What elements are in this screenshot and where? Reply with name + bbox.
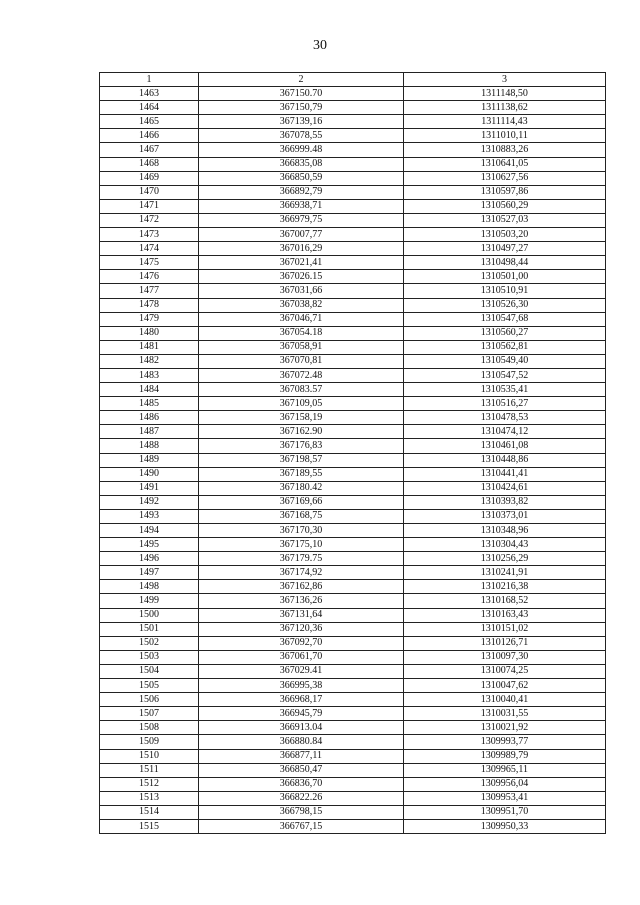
- point-number-cell: 1491: [100, 481, 199, 495]
- table-row: [100, 580, 606, 594]
- y-coordinate-cell: 1310498,44: [404, 256, 606, 270]
- x-coordinate-cell: 367170,30: [199, 524, 404, 538]
- point-number-cell: 1513: [100, 791, 199, 805]
- point-number-cell: 1484: [100, 383, 199, 397]
- y-coordinate-cell: 1309953,41: [404, 791, 606, 805]
- y-coordinate-cell: 1309950,33: [404, 819, 606, 833]
- y-coordinate-cell: 1310535,41: [404, 383, 606, 397]
- point-number-cell: 1480: [100, 326, 199, 340]
- table-row: [100, 721, 606, 735]
- x-coordinate-cell: 367120,36: [199, 622, 404, 636]
- point-number-cell: 1489: [100, 453, 199, 467]
- point-number-cell: 1464: [100, 101, 199, 115]
- column-header-2: 2: [199, 73, 404, 87]
- y-coordinate-cell: 1310474,12: [404, 425, 606, 439]
- x-coordinate-cell: 366913.04: [199, 721, 404, 735]
- table-row: [100, 453, 606, 467]
- x-coordinate-cell: 367061,70: [199, 650, 404, 664]
- table-row: [100, 228, 606, 242]
- x-coordinate-cell: 366999.48: [199, 143, 404, 157]
- point-number-cell: 1471: [100, 199, 199, 213]
- table-row: [100, 664, 606, 678]
- point-number-cell: 1512: [100, 777, 199, 791]
- table-row: [100, 594, 606, 608]
- table-row: [100, 425, 606, 439]
- x-coordinate-cell: 366798,15: [199, 805, 404, 819]
- table-row: [100, 397, 606, 411]
- table-row: [100, 185, 606, 199]
- table-row: [100, 115, 606, 129]
- point-number-cell: 1472: [100, 213, 199, 227]
- table-row: [100, 242, 606, 256]
- y-coordinate-cell: 1309989,79: [404, 749, 606, 763]
- x-coordinate-cell: 367054.18: [199, 326, 404, 340]
- point-number-cell: 1493: [100, 509, 199, 523]
- y-coordinate-cell: 1310503,20: [404, 228, 606, 242]
- y-coordinate-cell: 1310547,52: [404, 368, 606, 382]
- y-coordinate-cell: 1310526,30: [404, 298, 606, 312]
- y-coordinate-cell: 1310040,41: [404, 693, 606, 707]
- point-number-cell: 1473: [100, 228, 199, 242]
- table-row: [100, 312, 606, 326]
- y-coordinate-cell: 1310241,91: [404, 566, 606, 580]
- y-coordinate-cell: 1311138,62: [404, 101, 606, 115]
- point-number-cell: 1497: [100, 566, 199, 580]
- x-coordinate-cell: 367072.48: [199, 368, 404, 382]
- table-row: [100, 326, 606, 340]
- y-coordinate-cell: 1310461,08: [404, 439, 606, 453]
- y-coordinate-cell: 1310478,53: [404, 411, 606, 425]
- point-number-cell: 1506: [100, 693, 199, 707]
- x-coordinate-cell: 366767,15: [199, 819, 404, 833]
- point-number-cell: 1495: [100, 538, 199, 552]
- x-coordinate-cell: 367158,19: [199, 411, 404, 425]
- x-coordinate-cell: 367139,16: [199, 115, 404, 129]
- y-coordinate-cell: 1310527,03: [404, 213, 606, 227]
- table-row: [100, 101, 606, 115]
- table-row: [100, 354, 606, 368]
- point-number-cell: 1481: [100, 340, 199, 354]
- point-number-cell: 1478: [100, 298, 199, 312]
- table-row: [100, 383, 606, 397]
- table-row: [100, 622, 606, 636]
- y-coordinate-cell: 1311010,11: [404, 129, 606, 143]
- point-number-cell: 1485: [100, 397, 199, 411]
- table-row: [100, 566, 606, 580]
- y-coordinate-cell: 1310560,27: [404, 326, 606, 340]
- y-coordinate-cell: 1310424,61: [404, 481, 606, 495]
- y-coordinate-cell: 1310627,56: [404, 171, 606, 185]
- point-number-cell: 1465: [100, 115, 199, 129]
- table-row: [100, 411, 606, 425]
- x-coordinate-cell: 367169,66: [199, 495, 404, 509]
- point-number-cell: 1492: [100, 495, 199, 509]
- table-row: [100, 636, 606, 650]
- y-coordinate-cell: 1309956,04: [404, 777, 606, 791]
- y-coordinate-cell: 1310021,92: [404, 721, 606, 735]
- table-row: [100, 552, 606, 566]
- point-number-cell: 1499: [100, 594, 199, 608]
- y-coordinate-cell: 1309951,70: [404, 805, 606, 819]
- y-coordinate-cell: 1310549,40: [404, 354, 606, 368]
- y-coordinate-cell: 1310163,43: [404, 608, 606, 622]
- x-coordinate-cell: 366945,79: [199, 707, 404, 721]
- x-coordinate-cell: 367179.75: [199, 552, 404, 566]
- table-row: [100, 495, 606, 509]
- x-coordinate-cell: 366877,11: [199, 749, 404, 763]
- table-row: [100, 650, 606, 664]
- x-coordinate-cell: 366892,79: [199, 185, 404, 199]
- table-row: [100, 749, 606, 763]
- x-coordinate-cell: 366850,59: [199, 171, 404, 185]
- table-row: [100, 256, 606, 270]
- point-number-cell: 1488: [100, 439, 199, 453]
- table-row: [100, 467, 606, 481]
- y-coordinate-cell: 1310448,86: [404, 453, 606, 467]
- x-coordinate-cell: 367180.42: [199, 481, 404, 495]
- x-coordinate-cell: 367016,29: [199, 242, 404, 256]
- table-row: [100, 524, 606, 538]
- point-number-cell: 1469: [100, 171, 199, 185]
- x-coordinate-cell: 367175,10: [199, 538, 404, 552]
- table-row: [100, 439, 606, 453]
- table-row: [100, 270, 606, 284]
- y-coordinate-cell: 1310597,86: [404, 185, 606, 199]
- point-number-cell: 1463: [100, 87, 199, 101]
- y-coordinate-cell: 1309993,77: [404, 735, 606, 749]
- x-coordinate-cell: 367109,05: [199, 397, 404, 411]
- table-row: [100, 763, 606, 777]
- point-number-cell: 1487: [100, 425, 199, 439]
- point-number-cell: 1510: [100, 749, 199, 763]
- table-row: [100, 509, 606, 523]
- table-row: [100, 693, 606, 707]
- x-coordinate-cell: 366968,17: [199, 693, 404, 707]
- y-coordinate-cell: 1310393,82: [404, 495, 606, 509]
- table-row: [100, 129, 606, 143]
- y-coordinate-cell: 1310441,41: [404, 467, 606, 481]
- y-coordinate-cell: 1310348,96: [404, 524, 606, 538]
- x-coordinate-cell: 367092,70: [199, 636, 404, 650]
- table-row: [100, 143, 606, 157]
- x-coordinate-cell: 367189,55: [199, 467, 404, 481]
- table-row: [100, 735, 606, 749]
- x-coordinate-cell: 366979,75: [199, 213, 404, 227]
- x-coordinate-cell: 366880.84: [199, 735, 404, 749]
- x-coordinate-cell: 367007,77: [199, 228, 404, 242]
- point-number-cell: 1508: [100, 721, 199, 735]
- point-number-cell: 1477: [100, 284, 199, 298]
- point-number-cell: 1505: [100, 679, 199, 693]
- x-coordinate-cell: 367131,64: [199, 608, 404, 622]
- table-row: [100, 777, 606, 791]
- y-coordinate-cell: 1310126,71: [404, 636, 606, 650]
- x-coordinate-cell: 367029.41: [199, 664, 404, 678]
- point-number-cell: 1509: [100, 735, 199, 749]
- table-row: [100, 481, 606, 495]
- point-number-cell: 1503: [100, 650, 199, 664]
- table-row: [100, 819, 606, 833]
- x-coordinate-cell: 367168,75: [199, 509, 404, 523]
- point-number-cell: 1470: [100, 185, 199, 199]
- table-row: [100, 791, 606, 805]
- point-number-cell: 1468: [100, 157, 199, 171]
- page-number: 30: [313, 38, 327, 53]
- x-coordinate-cell: 367070,81: [199, 354, 404, 368]
- y-coordinate-cell: 1310547,68: [404, 312, 606, 326]
- table-row: [100, 538, 606, 552]
- point-number-cell: 1507: [100, 707, 199, 721]
- y-coordinate-cell: 1310516,27: [404, 397, 606, 411]
- x-coordinate-cell: 367150,79: [199, 101, 404, 115]
- y-coordinate-cell: 1310031,55: [404, 707, 606, 721]
- x-coordinate-cell: 367136,26: [199, 594, 404, 608]
- x-coordinate-cell: 367058,91: [199, 340, 404, 354]
- point-number-cell: 1498: [100, 580, 199, 594]
- x-coordinate-cell: 366850,47: [199, 763, 404, 777]
- point-number-cell: 1502: [100, 636, 199, 650]
- table-row: [100, 340, 606, 354]
- point-number-cell: 1475: [100, 256, 199, 270]
- y-coordinate-cell: 1310256,29: [404, 552, 606, 566]
- x-coordinate-cell: 367038,82: [199, 298, 404, 312]
- point-number-cell: 1501: [100, 622, 199, 636]
- table-row: [100, 707, 606, 721]
- point-number-cell: 1500: [100, 608, 199, 622]
- x-coordinate-cell: 366995,38: [199, 679, 404, 693]
- x-coordinate-cell: 367162.90: [199, 425, 404, 439]
- y-coordinate-cell: 1309965,11: [404, 763, 606, 777]
- x-coordinate-cell: 367078,55: [199, 129, 404, 143]
- point-number-cell: 1486: [100, 411, 199, 425]
- y-coordinate-cell: 1310501,00: [404, 270, 606, 284]
- column-header-1: 1: [100, 73, 199, 87]
- x-coordinate-cell: 366836,70: [199, 777, 404, 791]
- y-coordinate-cell: 1310373,01: [404, 509, 606, 523]
- y-coordinate-cell: 1311148,50: [404, 87, 606, 101]
- x-coordinate-cell: 366822.26: [199, 791, 404, 805]
- x-coordinate-cell: 367176,83: [199, 439, 404, 453]
- point-number-cell: 1467: [100, 143, 199, 157]
- table-row: [100, 157, 606, 171]
- y-coordinate-cell: 1310883,26: [404, 143, 606, 157]
- y-coordinate-cell: 1310216,38: [404, 580, 606, 594]
- table-header-row: [100, 73, 606, 87]
- table-row: [100, 679, 606, 693]
- point-number-cell: 1515: [100, 819, 199, 833]
- point-number-cell: 1474: [100, 242, 199, 256]
- y-coordinate-cell: 1310047,62: [404, 679, 606, 693]
- y-coordinate-cell: 1310168,52: [404, 594, 606, 608]
- point-number-cell: 1479: [100, 312, 199, 326]
- y-coordinate-cell: 1310097,30: [404, 650, 606, 664]
- point-number-cell: 1514: [100, 805, 199, 819]
- x-coordinate-cell: 366835,08: [199, 157, 404, 171]
- table-row: [100, 87, 606, 101]
- x-coordinate-cell: 367150.70: [199, 87, 404, 101]
- point-number-cell: 1494: [100, 524, 199, 538]
- y-coordinate-cell: 1310074,25: [404, 664, 606, 678]
- point-number-cell: 1483: [100, 368, 199, 382]
- table-row: [100, 199, 606, 213]
- y-coordinate-cell: 1310497,27: [404, 242, 606, 256]
- y-coordinate-cell: 1310510,91: [404, 284, 606, 298]
- table-row: [100, 171, 606, 185]
- table-row: [100, 284, 606, 298]
- table-row: [100, 298, 606, 312]
- table-row: [100, 213, 606, 227]
- y-coordinate-cell: 1310641,05: [404, 157, 606, 171]
- y-coordinate-cell: 1311114,43: [404, 115, 606, 129]
- x-coordinate-cell: 367198,57: [199, 453, 404, 467]
- y-coordinate-cell: 1310151,02: [404, 622, 606, 636]
- point-number-cell: 1482: [100, 354, 199, 368]
- column-header-3: 3: [404, 73, 606, 87]
- point-number-cell: 1504: [100, 664, 199, 678]
- x-coordinate-cell: 367026.15: [199, 270, 404, 284]
- point-number-cell: 1496: [100, 552, 199, 566]
- x-coordinate-cell: 367046,71: [199, 312, 404, 326]
- coordinates-table: [99, 72, 606, 834]
- point-number-cell: 1476: [100, 270, 199, 284]
- point-number-cell: 1511: [100, 763, 199, 777]
- y-coordinate-cell: 1310562,81: [404, 340, 606, 354]
- x-coordinate-cell: 367031,66: [199, 284, 404, 298]
- table-row: [100, 805, 606, 819]
- x-coordinate-cell: 367162,86: [199, 580, 404, 594]
- x-coordinate-cell: 366938,71: [199, 199, 404, 213]
- table-row: [100, 368, 606, 382]
- point-number-cell: 1466: [100, 129, 199, 143]
- table-row: [100, 608, 606, 622]
- x-coordinate-cell: 367083.57: [199, 383, 404, 397]
- y-coordinate-cell: 1310560,29: [404, 199, 606, 213]
- point-number-cell: 1490: [100, 467, 199, 481]
- y-coordinate-cell: 1310304,43: [404, 538, 606, 552]
- x-coordinate-cell: 367021,41: [199, 256, 404, 270]
- x-coordinate-cell: 367174,92: [199, 566, 404, 580]
